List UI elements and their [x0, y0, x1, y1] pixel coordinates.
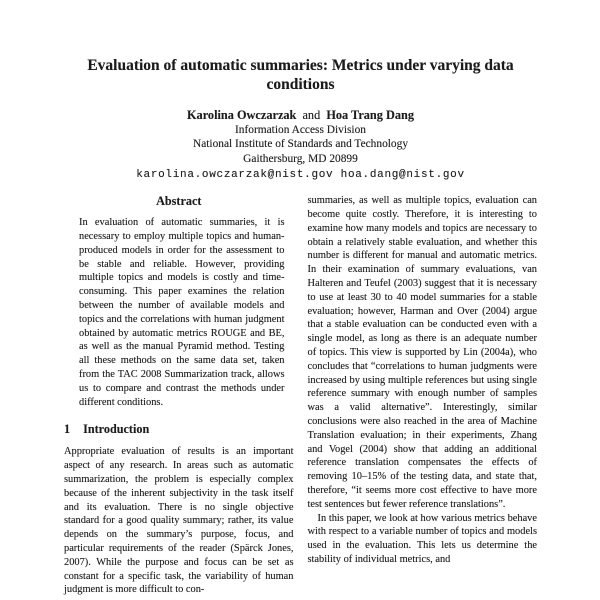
- author-line: [64, 108, 537, 123]
- paper-title: Evaluation of automatic summaries: Metrics under varying data conditions: [87, 57, 514, 93]
- affiliation-city: Gaithersburg, MD 20899: [243, 152, 358, 165]
- affiliation-division: Information Access Division: [235, 124, 366, 136]
- section-number: 1: [64, 422, 71, 437]
- abstract-heading: Abstract: [156, 194, 202, 209]
- left-column: [64, 194, 294, 597]
- section-title: Introduction: [83, 422, 150, 437]
- author-1: Karolina Owczarzak: [186, 108, 297, 122]
- two-column-body: [64, 194, 537, 597]
- author-emails: karolina.owczarzak@nist.gov hoa.dang@nist.gov: [136, 169, 465, 182]
- author-conjunction: and: [302, 108, 321, 122]
- right-column-paragraph-1: summaries, as well as multiple topics, evaluation can become quite costly. Therefore, it is interesting to examine how many models and topics are necessary to obtain a relatively stable evaluation, and whether this number is different for manual and automatic metrics. In their examination of summary evaluations, van Halteren and Teufel (2003) suggest that it is necessary to use at least 30 to 40 model summaries for a stable evaluation; however, Harman and Over (2004) argue that a stable evaluation can be conducted even with a single model, as long as there is an adequate number of topics. This view is supported by Lin (2004a), who concludes that “correlations to human judgments were increased by using multiple references but using single reference summary with enough number of samples was a valid alternative”. Interestingly, similar conclusions were also reached in the area of Machine Translation evaluation; in their experiments, Zhang and Vogel (2004) show that adding an additional reference translation compensates the effects of removing 10–15% of the testing data, and state that, therefore, “it seems more cost effective to have more test sentences but fewer reference translations”.: [307, 195, 537, 510]
- section-heading-introduction: [64, 422, 294, 436]
- right-column-paragraph-2: In this paper, we look at how various metrics behave with respect to a variable number of topics and models used in the evaluation. This lets us determine the stability of individual metrics, and: [307, 512, 537, 565]
- right-column: [308, 194, 538, 597]
- abstract-text: In evaluation of automatic summaries, it is necessary to employ multiple topics and human-produced models in order for the assessment to be stable and reliable. However, providing multiple topics and models is costly and time-consuming. This paper examines the relation between the number of available models and topics and the correlations with human judgment obtained by automatic metrics ROUGE and BE, as well as the manual Pyramid method. Testing all these methods on the same data set, taken from the TAC 2008 Summarization track, allows us to compare and contrast the methods under different conditions.: [79, 217, 285, 408]
- author-2: Hoa Trang Dang: [326, 108, 414, 122]
- affiliation-institute: National Institute of Standards and Technology: [192, 138, 409, 151]
- introduction-paragraph: Appropriate evaluation of results is an important aspect of any research. In areas such as automatic summarization, the problem is especially complex because of the inherent subjectivity in the task itself and its evaluation. There is no single objective standard for a good quality summary; rather, its value depends on the summary’s purpose, focus, and particular requirements of the reader (Spärck Jones, 2007). While the purpose and focus can be set as constant for a specific task, the variability of human judgment is more difficult to con-: [64, 446, 294, 596]
